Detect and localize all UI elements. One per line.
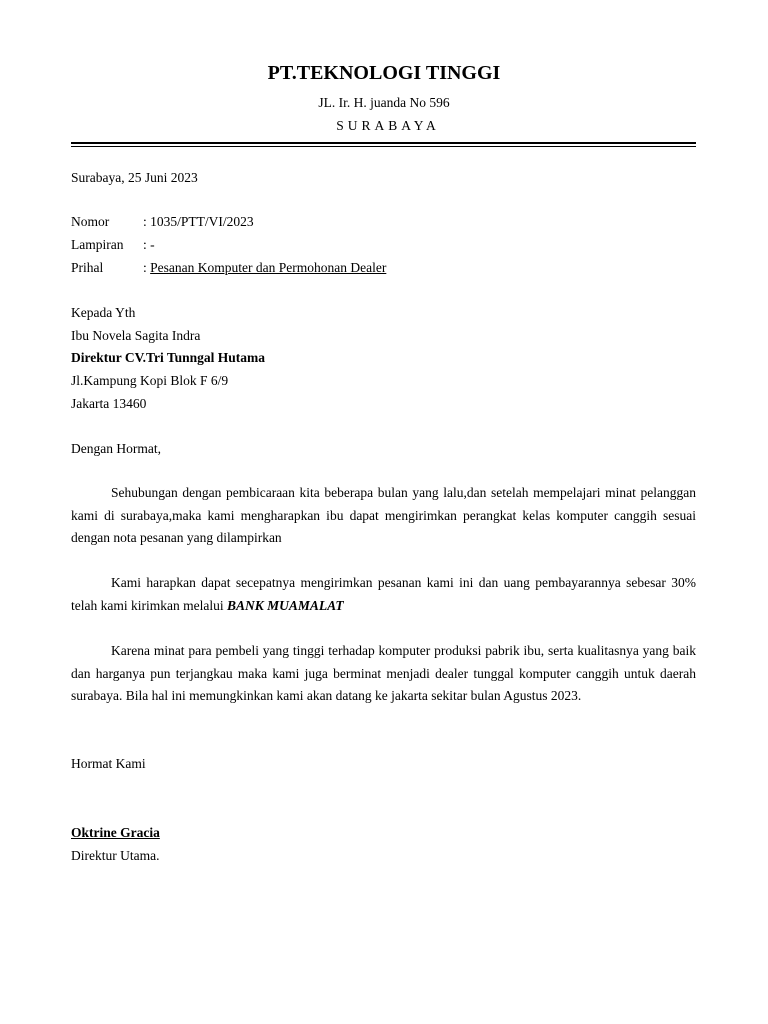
nomor-row: [71, 213, 254, 231]
nomor-value: : 1035/PTT/VI/2023: [143, 214, 254, 229]
prihal-row: [71, 259, 386, 277]
lampiran-row: [71, 236, 155, 254]
body-paragraph-2-main: Kami harapkan dapat secepatnya mengirimkan pesanan kami ini dan uang pembayarannya sebesar 30% telah kami kirimkan melalui: [71, 575, 696, 613]
body-paragraph-2: [71, 572, 696, 617]
recipient-title: Direktur CV.Tri Tunngal Hutama: [71, 350, 266, 365]
letterhead-divider-thin: [71, 146, 696, 147]
recipient-greeting: Kepada Yth: [71, 305, 136, 320]
prihal-value: Pesanan Komputer dan Permohonan Dealer: [150, 260, 387, 275]
lampiran-value: : -: [143, 237, 155, 252]
signatory-position: Direktur Utama.: [71, 848, 160, 863]
signatory-name: Oktrine Gracia: [71, 825, 160, 840]
company-city: SURABAYA: [336, 118, 440, 133]
salutation: Dengan Hormat,: [71, 441, 161, 456]
body-paragraph-3-text: Karena minat para pembeli yang tinggi terhadap komputer produksi pabrik ibu, serta kualitasnya yang baik dan harganya pun terjangkau maka kami juga berminat menjadi dealer tunggal komputer canggih untuk daerah surabaya. Bila hal ini memungkinkan kami akan datang ke jakarta sekitar bulan Agustus 2023.: [71, 643, 696, 704]
body-paragraph-3: [71, 640, 696, 708]
lampiran-label: Lampiran: [71, 237, 124, 252]
date-line: Surabaya, 25 Juni 2023: [71, 170, 198, 185]
body-paragraph-2-text: [71, 572, 696, 617]
recipient-name: Ibu Novela Sagita Indra: [71, 328, 201, 343]
closing: Hormat Kami: [71, 756, 146, 771]
company-name: PT.TEKNOLOGI TINGGI: [267, 62, 501, 84]
body-paragraph-1-text: Sehubungan dengan pembicaraan kita beberapa bulan yang lalu,dan setelah mempelajari minat pelanggan kami di surabaya,maka kami mengharapkan ibu dapat mengirimkan perangkat kelas komputer canggih sesuai dengan nota pesanan yang dilampirkan: [71, 485, 696, 546]
bank-name: BANK MUAMALAT: [226, 597, 344, 613]
prihal-label: Prihal: [71, 260, 104, 275]
company-address: JL. Ir. H. juanda No 596: [318, 95, 450, 110]
prihal-colon: :: [143, 260, 151, 275]
recipient-city: Jakarta 13460: [71, 396, 147, 411]
body-paragraph-1: [71, 482, 696, 550]
nomor-label: Nomor: [71, 214, 110, 229]
recipient-street: Jl.Kampung Kopi Blok F 6/9: [71, 373, 229, 388]
letterhead-divider-thick: [71, 142, 696, 144]
